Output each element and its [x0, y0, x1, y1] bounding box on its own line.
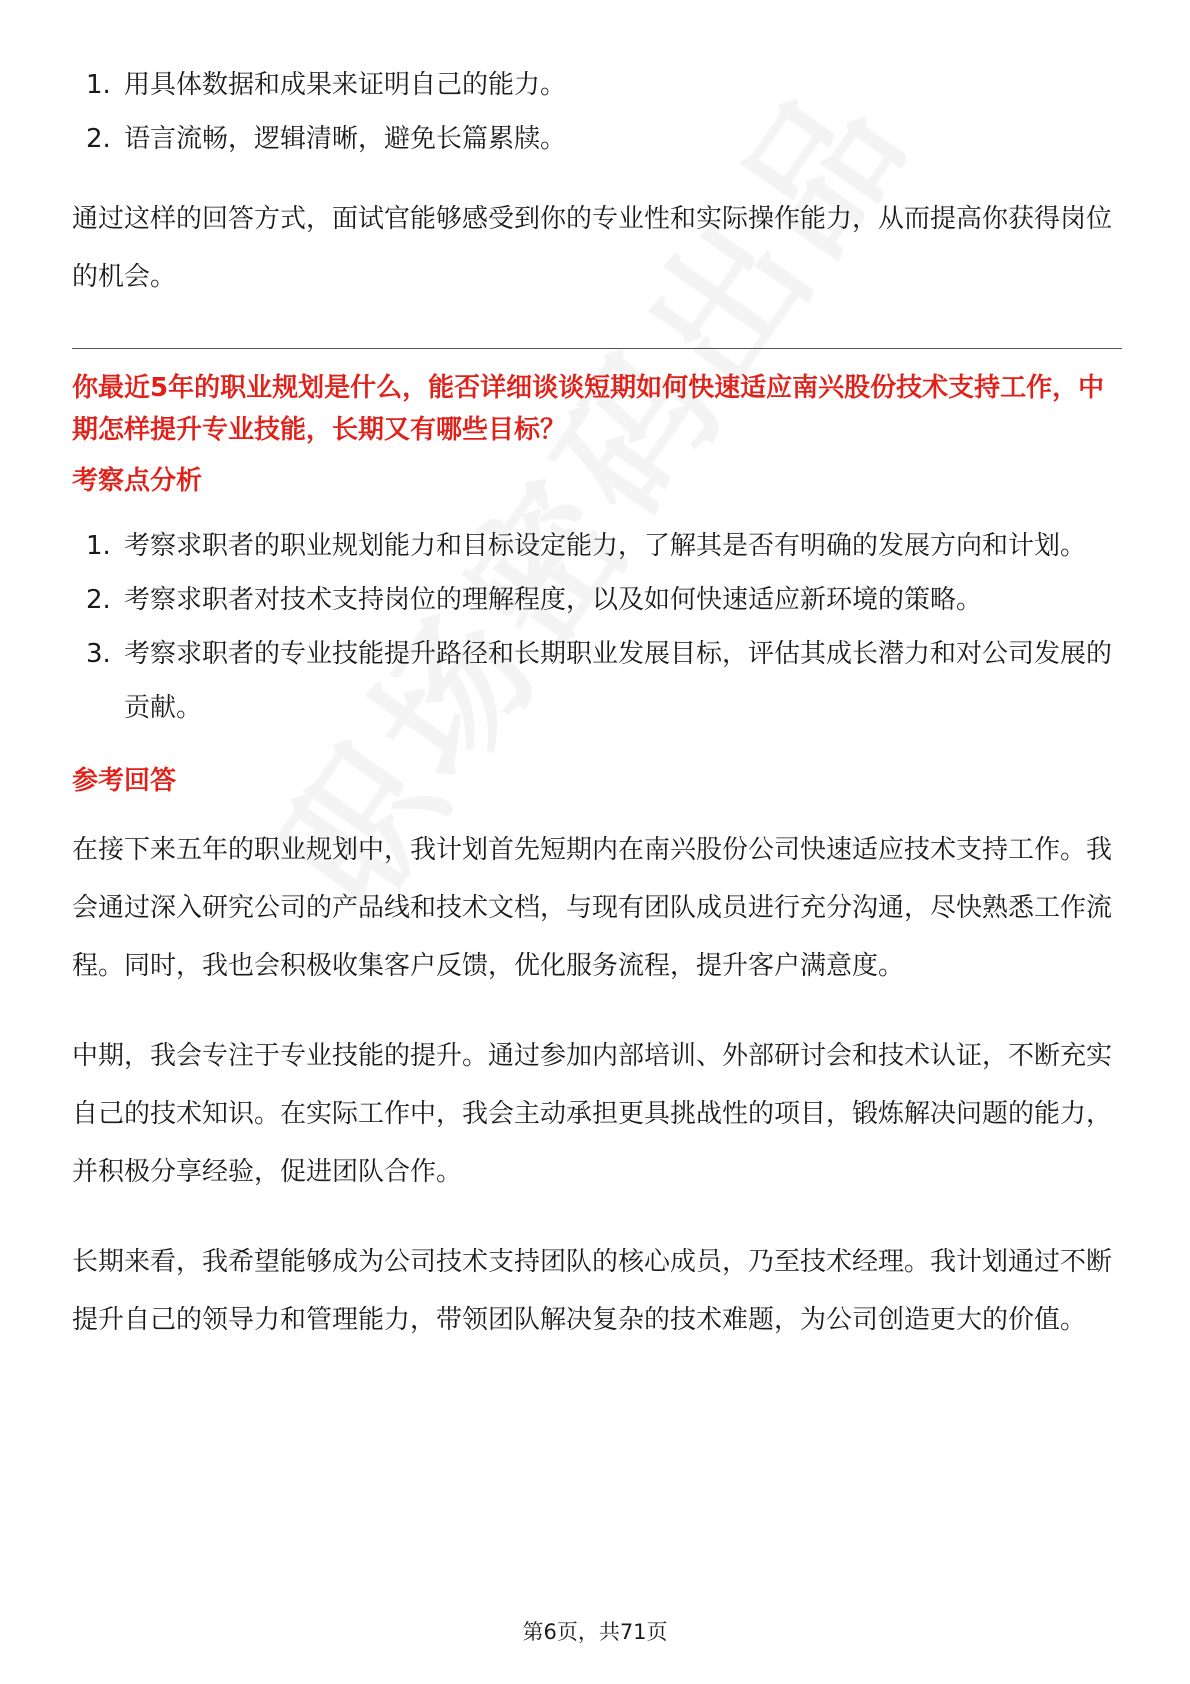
intro-paragraph: 通过这样的回答方式，面试官能够感受到你的专业性和实际操作能力，从而提高你获得岗位的机会。 [72, 204, 1113, 292]
list-text: 考察求职者的职业规划能力和目标设定能力，了解其是否有明确的发展方向和计划。 [124, 531, 1087, 561]
page-number-footer: 第6页，共71页 [522, 1620, 668, 1644]
intro-list [72, 58, 1122, 166]
list-item [72, 58, 1122, 112]
analysis-title: 考察点分析 [72, 466, 203, 496]
list-text: 用具体数据和成果来证明自己的能力。 [124, 70, 567, 100]
answer-paragraph: 中期，我会专注于专业技能的提升。通过参加内部培训、外部研讨会和技术认证，不断充实自己的技术知识。在实际工作中，我会主动承担更具挑战性的项目，锻炼解决问题的能力，并积极分享经验，促进团队合作。 [72, 1041, 1113, 1187]
answer-paragraph: 长期来看，我希望能够成为公司技术支持团队的核心成员，乃至技术经理。我计划通过不断提升自己的领导力和管理能力，带领团队解决复杂的技术难题，为公司创造更大的价值。 [72, 1247, 1113, 1335]
analysis-list [72, 519, 1122, 735]
list-item [72, 627, 1122, 735]
list-item [72, 112, 1122, 166]
list-number: 3. [86, 639, 111, 669]
list-number: 2. [86, 585, 111, 615]
list-number: 1. [86, 70, 111, 100]
list-item [72, 573, 1122, 627]
answer-paragraph: 在接下来五年的职业规划中，我计划首先短期内在南兴股份公司快速适应技术支持工作。我会通过深入研究公司的产品线和技术文档，与现有团队成员进行充分沟通，尽快熟悉工作流程。同时，我也会积极收集客户反馈，优化服务流程，提升客户满意度。 [72, 835, 1113, 981]
list-text: 考察求职者的专业技能提升路径和长期职业发展目标，评估其成长潜力和对公司发展的贡献。 [124, 639, 1113, 723]
page-content [72, 58, 1122, 1349]
question-heading: 你最近5年的职业规划是什么，能否详细谈谈短期如何快速适应南兴股份技术支持工作，中期怎样提升专业技能，长期又有哪些目标？ [72, 373, 1105, 445]
answer-title: 参考回答 [72, 766, 177, 796]
list-text: 考察求职者对技术支持岗位的理解程度，以及如何快速适应新环境的策略。 [124, 585, 983, 615]
list-number: 1. [86, 531, 111, 561]
list-number: 2. [86, 124, 111, 154]
list-text: 语言流畅，逻辑清晰，避免长篇累牍。 [124, 124, 567, 154]
list-item [72, 519, 1122, 573]
